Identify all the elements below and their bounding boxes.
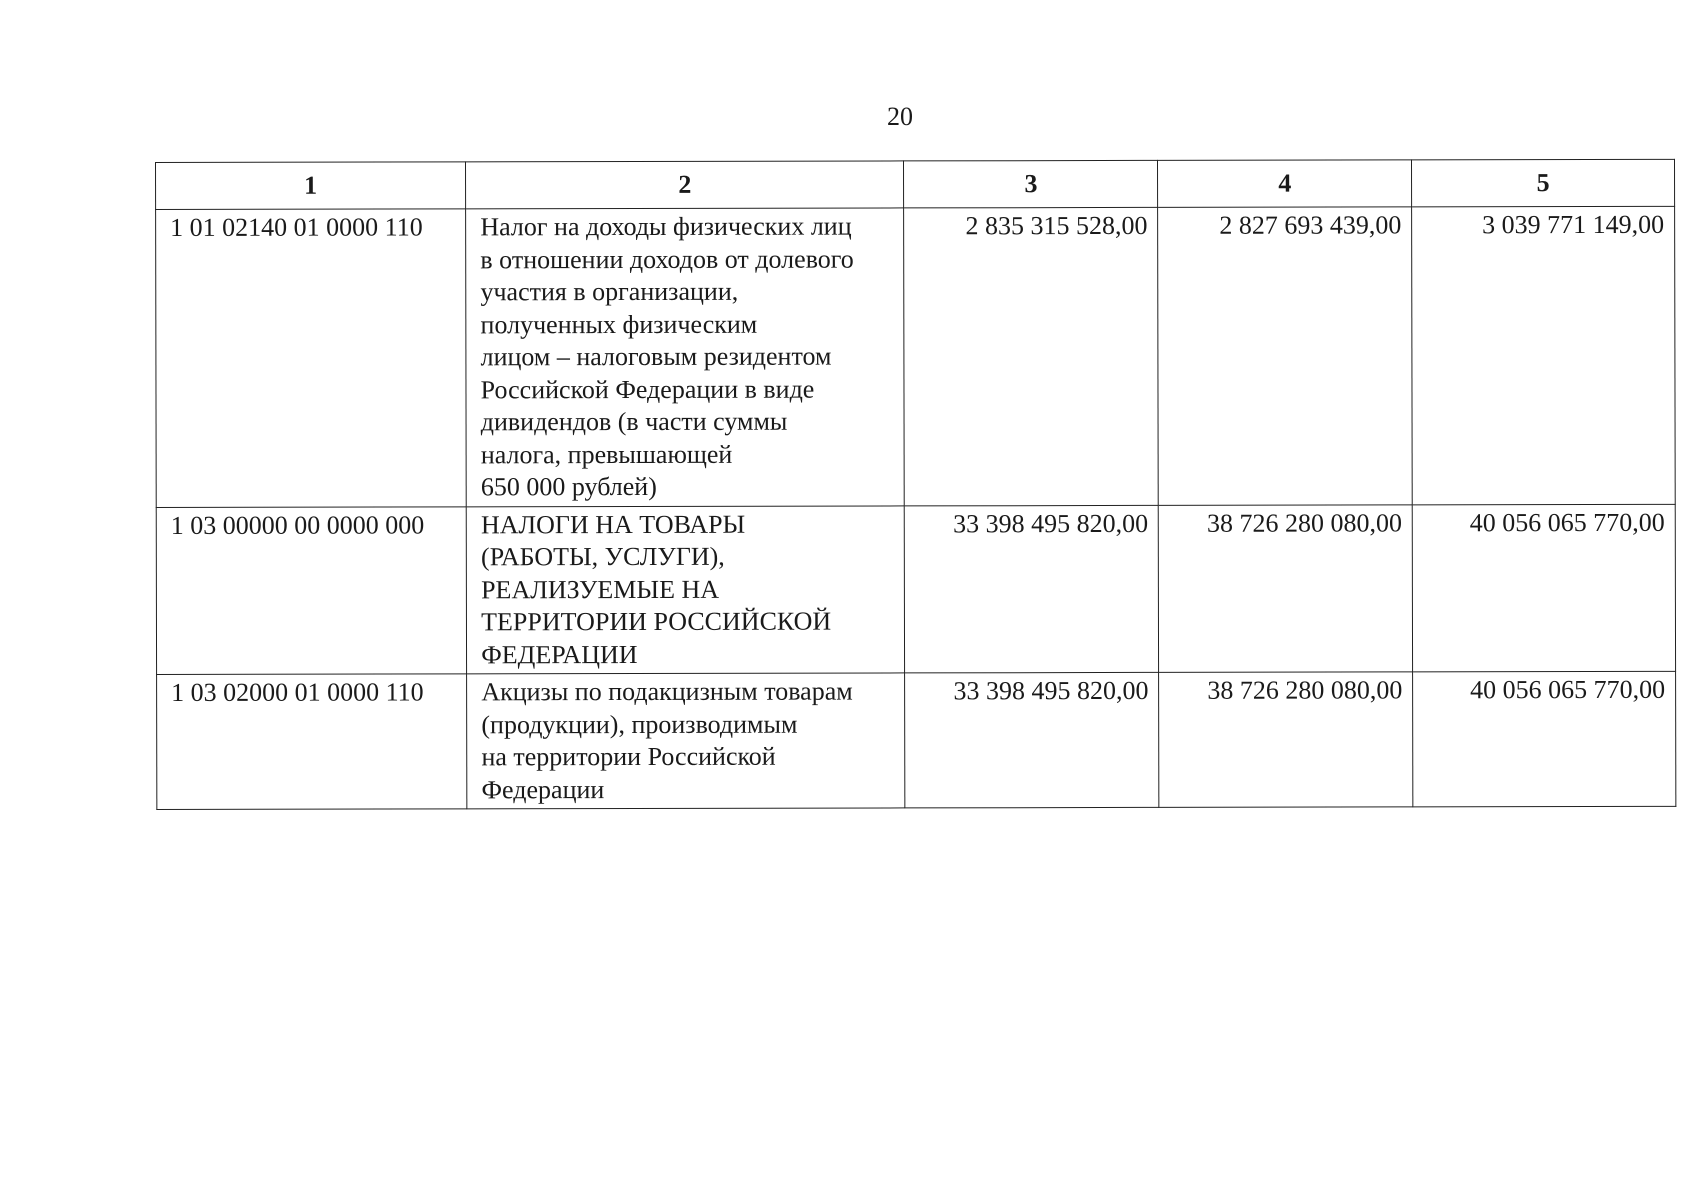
revenue-name-cell bbox=[466, 208, 905, 506]
revenue-name-line: Федерации bbox=[481, 774, 605, 804]
table-row bbox=[157, 671, 1676, 809]
table-row bbox=[156, 206, 1676, 507]
budget-code-cell: 1 01 02140 01 0000 110 bbox=[156, 209, 467, 507]
amount-col4-cell: 38 726 280 080,00 bbox=[1159, 504, 1413, 672]
amount-col4-cell: 2 827 693 439,00 bbox=[1158, 207, 1413, 505]
revenue-name-cell bbox=[466, 505, 905, 673]
budget-code-cell: 1 03 00000 00 0000 000 bbox=[156, 506, 467, 674]
column-header-4: 4 bbox=[1158, 160, 1412, 208]
revenue-name-line: участия в организации, bbox=[480, 276, 739, 307]
revenue-name-line: РЕАЛИЗУЕМЫЕ НА bbox=[481, 574, 720, 604]
amount-col5-cell: 40 056 065 770,00 bbox=[1413, 671, 1676, 807]
amount-col5-cell: 3 039 771 149,00 bbox=[1412, 206, 1675, 504]
revenue-name-line: Налог на доходы физических лиц bbox=[480, 211, 852, 242]
table-row bbox=[156, 504, 1675, 675]
revenue-name-cell bbox=[467, 673, 906, 809]
amount-col3-cell: 33 398 495 820,00 bbox=[905, 672, 1159, 808]
budget-table bbox=[155, 159, 1676, 810]
column-header-2: 2 bbox=[466, 161, 904, 209]
revenue-name-line: ТЕРРИТОРИИ РОССИЙСКОЙ bbox=[481, 606, 832, 637]
revenue-name-line: (продукции), производимым bbox=[481, 709, 798, 739]
budget-code-cell: 1 03 02000 01 0000 110 bbox=[157, 674, 467, 810]
revenue-name-line: дивидендов (в части суммы bbox=[480, 406, 788, 437]
header-row bbox=[156, 159, 1675, 209]
revenue-name-line: лицом – налоговым резидентом bbox=[480, 341, 832, 372]
revenue-name-line: в отношении доходов от долевого bbox=[480, 244, 854, 274]
amount-col3-cell: 33 398 495 820,00 bbox=[905, 505, 1159, 673]
revenue-name-line: ФЕДЕРАЦИИ bbox=[481, 639, 638, 669]
revenue-name-line: (РАБОТЫ, УСЛУГИ), bbox=[480, 541, 725, 572]
amount-col5-cell: 40 056 065 770,00 bbox=[1412, 504, 1675, 672]
column-header-3: 3 bbox=[904, 160, 1158, 208]
column-header-5: 5 bbox=[1412, 159, 1675, 207]
revenue-name-line: 650 000 рублей) bbox=[480, 471, 657, 502]
column-header-1: 1 bbox=[156, 162, 466, 210]
revenue-name-line: Акцизы по подакцизным товарам bbox=[481, 676, 853, 707]
amount-col3-cell: 2 835 315 528,00 bbox=[904, 207, 1159, 505]
amount-col4-cell: 38 726 280 080,00 bbox=[1159, 672, 1413, 808]
page-number: 20 bbox=[887, 102, 913, 131]
revenue-name-line: на территории Российской bbox=[481, 741, 776, 772]
revenue-name-line: Российской Федерации в виде bbox=[480, 374, 815, 404]
revenue-name-line: полученных физическим bbox=[480, 309, 758, 339]
revenue-name-line: налога, превышающей bbox=[480, 439, 733, 469]
revenue-name-line: НАЛОГИ НА ТОВАРЫ bbox=[480, 509, 746, 539]
